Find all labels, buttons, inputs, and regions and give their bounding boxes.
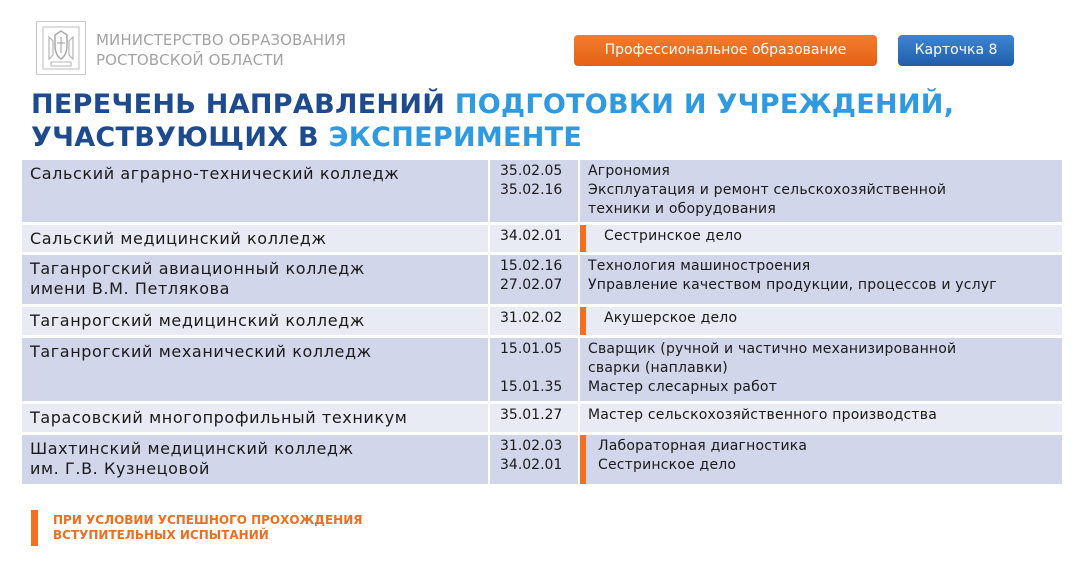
specialty-code: 35.01.27 — [500, 407, 563, 423]
program-name: Мастер сельскохозяйственного производства — [588, 407, 937, 423]
programs-cell — [580, 404, 1062, 435]
programs-cell-marked — [580, 307, 1062, 338]
program-name: Эксплуатация и ремонт сельскохозяйственной — [588, 182, 947, 198]
programs-cell — [580, 255, 1062, 307]
program-name: сварки (наплавки) — [588, 360, 728, 376]
title-line1-light: ПОДГОТОВКИ И УЧРЕЖДЕНИЙ, — [454, 89, 955, 120]
program-name: Технология машиностроения — [588, 258, 811, 274]
institution-name-cell — [22, 307, 490, 338]
institution-name: им. Г.В. Кузнецовой — [30, 459, 210, 478]
institution-name: Таганрогский механический колледж — [30, 342, 372, 361]
program-name: Сестринское дело — [598, 457, 737, 473]
codes-cell — [490, 338, 580, 404]
coat-of-arms-logo — [36, 21, 86, 75]
page-title — [31, 88, 954, 154]
specialty-code: 15.01.05 — [500, 341, 563, 357]
program-name: Акушерское дело — [604, 310, 738, 326]
card-number-button[interactable]: Карточка 8 — [898, 35, 1014, 66]
codes-cell — [490, 307, 580, 338]
title-line2-light: ЭКСПЕРИМЕНТЕ — [328, 122, 583, 153]
ministry-name — [96, 30, 346, 70]
institutions-table — [22, 160, 1062, 487]
specialty-code: 15.01.35 — [500, 379, 563, 395]
footer-note — [53, 513, 362, 543]
institution-name: Сальский аграрно-технический колледж — [30, 164, 400, 183]
specialty-code: 34.02.01 — [500, 228, 563, 244]
ministry-line-2: РОСТОВСКОЙ ОБЛАСТИ — [96, 51, 284, 69]
table-row — [22, 435, 1062, 487]
ministry-line-1: МИНИСТЕРСТВО ОБРАЗОВАНИЯ — [96, 31, 347, 49]
table-row — [22, 404, 1062, 435]
institution-name-cell — [22, 404, 490, 435]
institution-name-cell — [22, 338, 490, 404]
institution-name: Сальский медицинский колледж — [30, 229, 327, 248]
footer-note-line-1: ПРИ УСЛОВИИ УСПЕШНОГО ПРОХОЖДЕНИЯ — [53, 513, 363, 527]
program-name: Управление качеством продукции, процессов и услуг — [588, 277, 997, 293]
specialty-code: 31.02.03 — [500, 438, 563, 454]
codes-cell — [490, 225, 580, 255]
codes-cell — [490, 435, 580, 487]
table-row — [22, 255, 1062, 307]
specialty-code: 35.02.05 — [500, 163, 563, 179]
specialty-code: 35.02.16 — [500, 182, 563, 198]
title-line2-dark: УЧАСТВУЮЩИХ В — [31, 122, 329, 153]
specialty-code: 15.02.16 — [500, 258, 563, 274]
institution-name: имени В.М. Петлякова — [30, 279, 231, 298]
specialty-code: 34.02.01 — [500, 457, 563, 473]
header — [0, 0, 1078, 90]
programs-cell — [580, 160, 1062, 225]
program-name: Лабораторная диагностика — [598, 438, 808, 454]
note-accent-bar — [31, 510, 38, 546]
footer-note-line-2: ВСТУПИТЕЛЬНЫХ ИСПЫТАНИЙ — [53, 528, 269, 542]
institution-name: Таганрогский авиационный колледж — [30, 259, 365, 278]
institution-name-cell — [22, 435, 490, 487]
codes-cell — [490, 255, 580, 307]
program-name: Агрономия — [588, 163, 670, 179]
professional-education-button[interactable]: Профессиональное образование — [574, 35, 877, 66]
programs-cell — [580, 338, 1062, 404]
codes-cell — [490, 160, 580, 225]
institution-name-cell — [22, 160, 490, 225]
table-row — [22, 338, 1062, 404]
institution-name-cell — [22, 255, 490, 307]
institution-name: Тарасовский многопрофильный техникум — [30, 408, 408, 427]
coat-of-arms-icon — [41, 25, 81, 71]
specialty-code: 31.02.02 — [500, 310, 563, 326]
program-name: Мастер слесарных работ — [588, 379, 778, 395]
table-row — [22, 160, 1062, 225]
institution-name-cell — [22, 225, 490, 255]
title-line1-dark: ПЕРЕЧЕНЬ НАПРАВЛЕНИЙ — [31, 89, 455, 120]
codes-cell — [490, 404, 580, 435]
programs-cell-marked — [580, 435, 1062, 487]
program-name: Сварщик (ручной и частично механизированной — [588, 341, 957, 357]
specialty-code: 27.02.07 — [500, 277, 563, 293]
program-name: Сестринское дело — [604, 228, 743, 244]
programs-cell-marked — [580, 225, 1062, 255]
institution-name: Шахтинский медицинский колледж — [30, 439, 354, 458]
program-name: техники и оборудования — [588, 201, 776, 217]
table-row — [22, 225, 1062, 255]
table-row — [22, 307, 1062, 338]
institution-name: Таганрогский медицинский колледж — [30, 311, 365, 330]
